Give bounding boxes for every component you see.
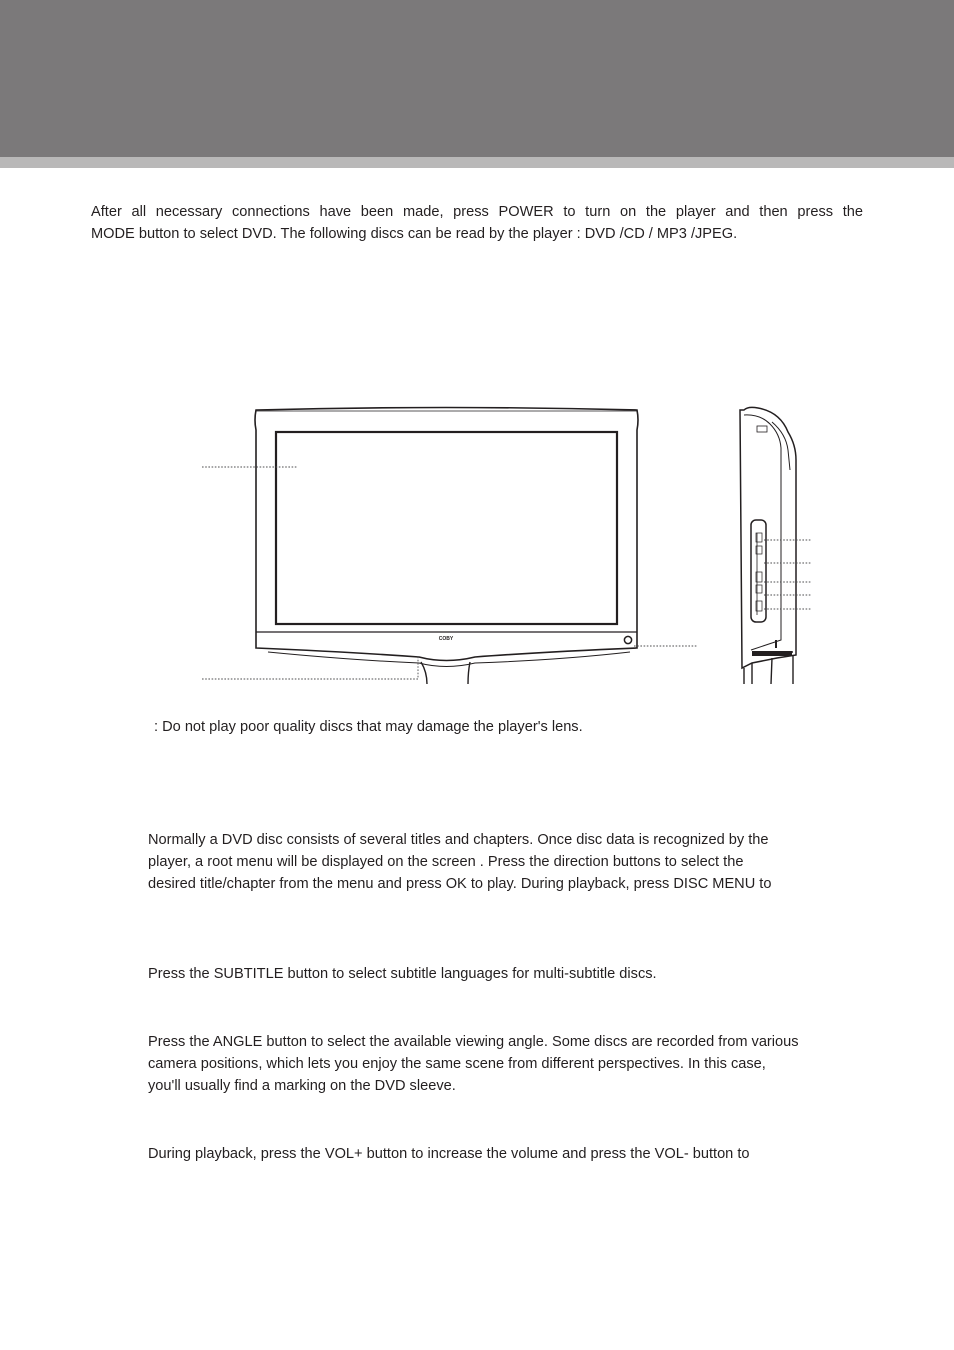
intro-line-2: MODE button to select DVD. The following discs can be read by the player : DVD /CD / MP3 /JPEG. bbox=[91, 226, 738, 242]
front-bezel bbox=[255, 408, 638, 661]
volume-line: During playback, press the VOL+ button to increase the volume and press the VOL- button to bbox=[148, 1146, 750, 1162]
note-text: : Do not play poor quality discs that may damage the player's lens. bbox=[154, 719, 583, 735]
angle-line-2: camera positions, which lets you enjoy the same scene from different perspectives. In this case, bbox=[148, 1056, 766, 1072]
callout-speaker bbox=[202, 656, 418, 679]
callout-lines bbox=[202, 467, 812, 679]
angle-line-1: Press the ANGLE button to select the available viewing angle. Some discs are recorded from various bbox=[148, 1034, 799, 1050]
dvd-menu-line-3: desired title/chapter from the menu and press OK to play. During playback, press DISC MENU to bbox=[148, 876, 772, 892]
subtitle-paragraph bbox=[148, 963, 864, 985]
side-view bbox=[740, 407, 796, 684]
dvd-menu-paragraph bbox=[148, 829, 864, 895]
side-stand-foot bbox=[752, 651, 792, 656]
dvd-menu-line-1: Normally a DVD disc consists of several titles and chapters. Once disc data is recognized by the bbox=[148, 832, 769, 848]
bezel-lower-curve bbox=[268, 652, 630, 667]
dvd-menu-line-2: player, a root menu will be displayed on the screen . Press the direction buttons to select the bbox=[148, 854, 744, 870]
volume-paragraph bbox=[148, 1143, 864, 1165]
subtitle-line: Press the SUBTITLE button to select subtitle languages for multi-subtitle discs. bbox=[148, 966, 657, 982]
front-screen bbox=[276, 432, 617, 624]
side-button-panel bbox=[751, 520, 766, 622]
brand-label: COBY bbox=[438, 636, 454, 642]
side-top-slot bbox=[757, 426, 767, 432]
power-button-icon bbox=[624, 636, 631, 643]
angle-paragraph bbox=[148, 1031, 864, 1097]
side-inner-edge bbox=[744, 415, 781, 650]
angle-line-3: you'll usually find a marking on the DVD sleeve. bbox=[148, 1078, 456, 1094]
front-view bbox=[255, 408, 638, 685]
intro-line-1: After all necessary connections have been made, press POWER to turn on the player and then press the bbox=[91, 204, 863, 220]
